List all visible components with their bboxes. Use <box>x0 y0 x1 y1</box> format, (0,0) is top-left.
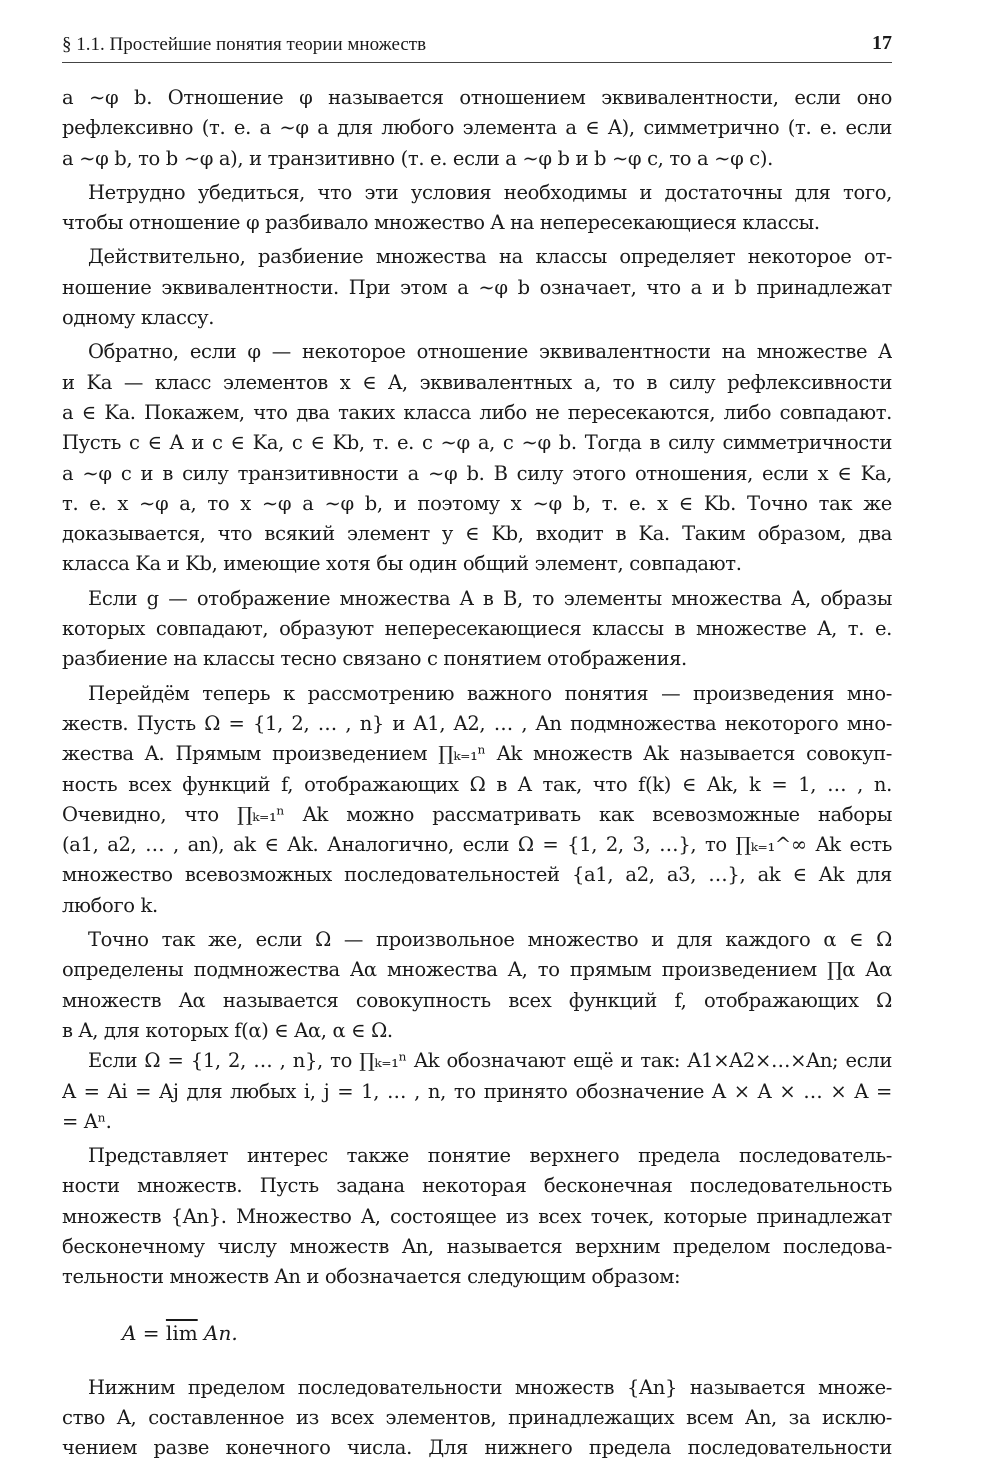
text-line: Точно так же, если Ω — произвольное множество и для каждого α ∈ Ω <box>88 928 892 952</box>
text-line: ности множеств. Пусть задана некоторая бесконечная последовательность <box>62 1174 892 1198</box>
text-line: доказывается, что всякий элемент y ∈ Kb, входит в Ka. Таким образом, два <box>62 522 892 546</box>
paragraph <box>62 1373 892 1464</box>
text-line: a ∈ Ka. Покажем, что два таких класса либо не пересекаются, либо совпадают. <box>62 400 892 424</box>
text-line: бесконечному числу множеств An, называется верхним пределом последова- <box>62 1234 892 1258</box>
text-line: Действительно, разбиение множества на классы определяет некоторое от- <box>88 245 892 269</box>
text-line: ство A, составленное из всех элементов, принадлежащих всем An, за исклю- <box>62 1405 892 1429</box>
text-line: Пусть c ∈ A и c ∈ Ka, c ∈ Kb, т. е. c ∼φ a, c ∼φ b. Тогда в силу симметричности <box>62 431 892 455</box>
paragraph <box>62 584 892 675</box>
text-line: множеств Aα называется совокупность всех функций f, отображающих Ω <box>62 988 892 1012</box>
text-line: чтобы отношение φ разбивало множество A на непересекающиеся классы. <box>62 211 820 235</box>
running-header <box>62 30 892 63</box>
paragraph <box>62 679 892 921</box>
text-line: разбиение на классы тесно связано с понятием отображения. <box>62 647 687 671</box>
text-line: множеств {An}. Множество A, состоящее из всех точек, которые принадлежат <box>62 1204 892 1228</box>
text-line: a ∼φ b. Отношение φ называется отношением эквивалентности, если оно <box>62 86 892 109</box>
text-line: Если g — отображение множества A в B, то элементы множества A, образы <box>88 586 892 610</box>
paragraph <box>62 1046 892 1137</box>
text-line: ношение эквивалентности. При этом a ∼φ b означает, что a и b принадлежат <box>62 275 892 299</box>
text-line: жеств. Пусть Ω = {1, 2, … , n} и A1, A2, … , An подмножества некоторого мно- <box>62 711 892 735</box>
paragraph <box>62 1141 892 1292</box>
text-line: Обратно, если φ — некоторое отношение эквивалентности на множестве A <box>88 340 892 364</box>
paragraph <box>62 178 892 239</box>
text-line: одному классу. <box>62 306 215 330</box>
text-line: т. е. x ∼φ a, то x ∼φ a ∼φ b, и поэтому x ∼φ b, т. е. x ∈ Kb. Точно так же <box>62 491 892 515</box>
text-line: A = Ai = Aj для любых i, j = 1, … , n, то принято обозначение A × A × … × A = <box>62 1079 892 1103</box>
text-line: рефлексивно (т. е. a ∼φ a для любого элемента a ∈ A), симметрично (т. е. если <box>62 116 892 140</box>
paragraph <box>62 337 892 579</box>
text-line: множество всевозможных последовательностей {a1, a2, a3, …}, ak ∈ Ak для <box>62 863 892 887</box>
text-line: которых совпадают, образуют непересекающиеся классы в множестве A, т. е. <box>62 617 892 641</box>
text-line: жества A. Прямым произведением ∏ₖ₌₁ⁿ Ak множеств Ak называется совокуп- <box>62 742 892 766</box>
text-line: a ∼φ b, то b ∼φ a), и транзитивно (т. е. если a ∼φ b и b ∼φ c, то a ∼φ c). <box>62 146 773 170</box>
display-formula <box>62 1293 892 1373</box>
text-line: в A, для которых f(α) ∈ Aα, α ∈ Ω. <box>62 1018 393 1042</box>
text-line: Нижним пределом последовательности множеств {An} называется множе- <box>88 1375 892 1399</box>
paragraph <box>62 925 892 1046</box>
text-line: Очевидно, что ∏ₖ₌₁ⁿ Ak можно рассматривать как всевозможные наборы <box>62 802 892 826</box>
paragraph <box>62 83 892 174</box>
text-line: a ∼φ c и в силу транзитивности a ∼φ b. В силу этого отношения, если x ∈ Ka, <box>62 461 892 485</box>
text-line: класса Ka и Kb, имеющие хотя бы один общий элемент, совпадают. <box>62 552 742 576</box>
formula-lhs: A = <box>122 1320 166 1345</box>
text-line: Перейдём теперь к рассмотрению важного понятия — произведения мно- <box>88 681 892 705</box>
text-line: (a1, a2, … , an), ak ∈ Ak. Аналогично, если Ω = {1, 2, 3, …}, то ∏ₖ₌₁^∞ Ak есть <box>62 833 892 857</box>
text-line: Представляет интерес также понятие верхнего предела последователь- <box>88 1144 892 1168</box>
text-line: = Aⁿ. <box>62 1109 112 1133</box>
page-number: 17 <box>872 32 892 54</box>
formula-rhs: An. <box>197 1320 238 1345</box>
formula-limsup: $\overline{lim}$ <box>165 1320 198 1345</box>
paragraph <box>62 242 892 333</box>
section-title: § 1.1. Простейшие понятия теории множеств <box>62 34 427 55</box>
text-line: чением разве конечного числа. Для нижнего предела последовательности <box>62 1436 892 1460</box>
text-line: Нетрудно убедиться, что эти условия необходимы и достаточны для того, <box>88 180 892 204</box>
text-line: Если Ω = {1, 2, … , n}, то ∏ₖ₌₁ⁿ Ak обозначают ещё и так: A1×A2×…×An; если <box>88 1049 892 1073</box>
text-line: и Ka — класс элементов x ∈ A, эквивалентных a, то в силу рефлексивности <box>62 370 892 394</box>
text-line: тельности множеств An и обозначается следующим образом: <box>62 1265 681 1289</box>
text-line: ность всех функций f, отображающих Ω в A так, что f(k) ∈ Ak, k = 1, … , n. <box>62 772 892 796</box>
page-body <box>62 83 892 1463</box>
text-line: определены подмножества Aα множества A, то прямым произведением ∏α Aα <box>62 958 892 982</box>
text-line: любого k. <box>62 893 158 917</box>
